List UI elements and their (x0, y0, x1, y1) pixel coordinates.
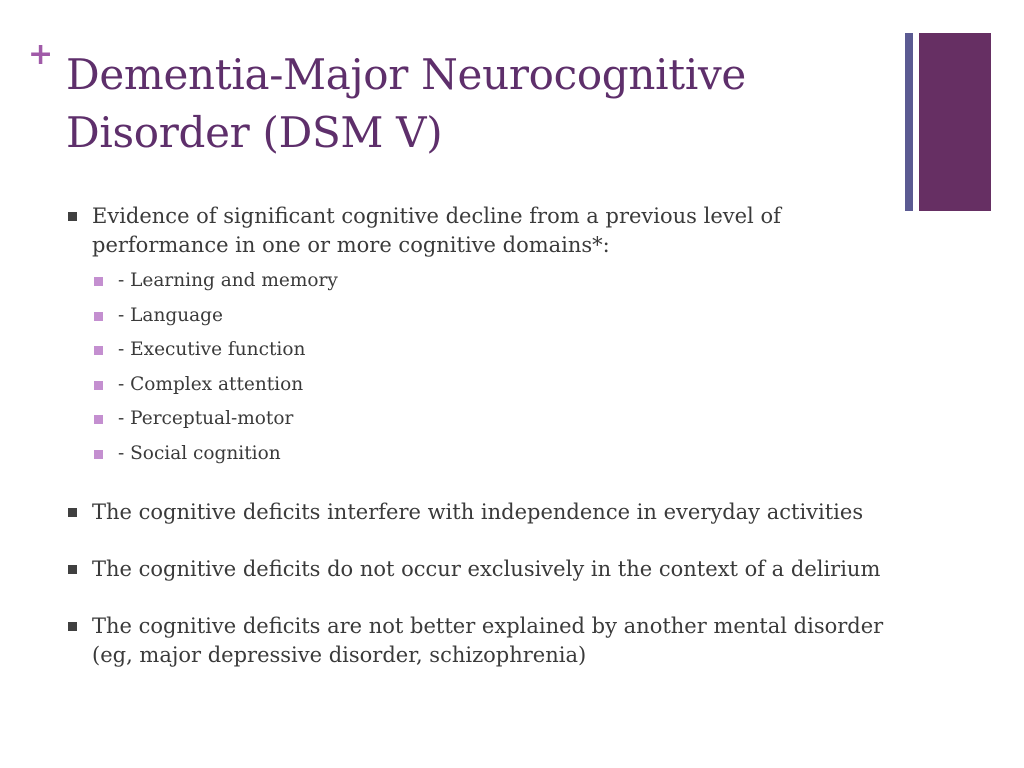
square-sub-bullet-icon (94, 415, 103, 424)
bullet-item (66, 202, 906, 472)
bullet-text: The cognitive deficits interfere with independence in everyday activities (92, 499, 864, 524)
sub-bullet-text: - Language (118, 304, 223, 326)
sub-bullet-list (92, 264, 906, 472)
square-sub-bullet-icon (94, 312, 103, 321)
square-bullet-icon (68, 565, 77, 574)
bullet-text: The cognitive deficits are not better explained by another mental disorder (eg, major depressive disorder, schizophrenia) (92, 613, 884, 667)
bullet-list (66, 202, 906, 698)
square-sub-bullet-icon (94, 450, 103, 459)
sub-bullet-text: - Complex attention (118, 373, 304, 395)
sub-bullet-text: - Perceptual-motor (118, 408, 294, 430)
square-bullet-icon (68, 622, 77, 631)
bullet-text: The cognitive deficits do not occur exclusively in the context of a delirium (92, 556, 881, 581)
bullet-item (66, 498, 906, 527)
sub-bullet-text: - Learning and memory (118, 270, 338, 291)
bullet-item (66, 612, 906, 670)
square-bullet-icon (68, 508, 77, 517)
accent-bar-thick (919, 33, 991, 211)
square-sub-bullet-icon (94, 346, 103, 355)
square-sub-bullet-icon (94, 277, 103, 286)
plus-icon: + (28, 37, 54, 72)
slide-title: Dementia-Major Neurocognitive Disorder (DSM V) (66, 50, 746, 157)
square-sub-bullet-icon (94, 381, 103, 390)
square-bullet-icon (68, 212, 77, 221)
bullet-text: Evidence of significant cognitive decline from a previous level of performance in one or more cognitive domains*: (92, 204, 781, 257)
sub-bullet-text: - Executive function (118, 339, 306, 361)
accent-bar-thin (905, 33, 913, 211)
sub-bullet-item (92, 333, 906, 368)
sub-bullet-item (92, 368, 906, 403)
sub-bullet-item (92, 437, 906, 472)
bullet-item (66, 555, 906, 584)
sub-bullet-item (92, 402, 906, 437)
sub-bullet-text: - Social cognition (118, 442, 281, 464)
sub-bullet-item (92, 264, 906, 299)
sub-bullet-item (92, 299, 906, 334)
